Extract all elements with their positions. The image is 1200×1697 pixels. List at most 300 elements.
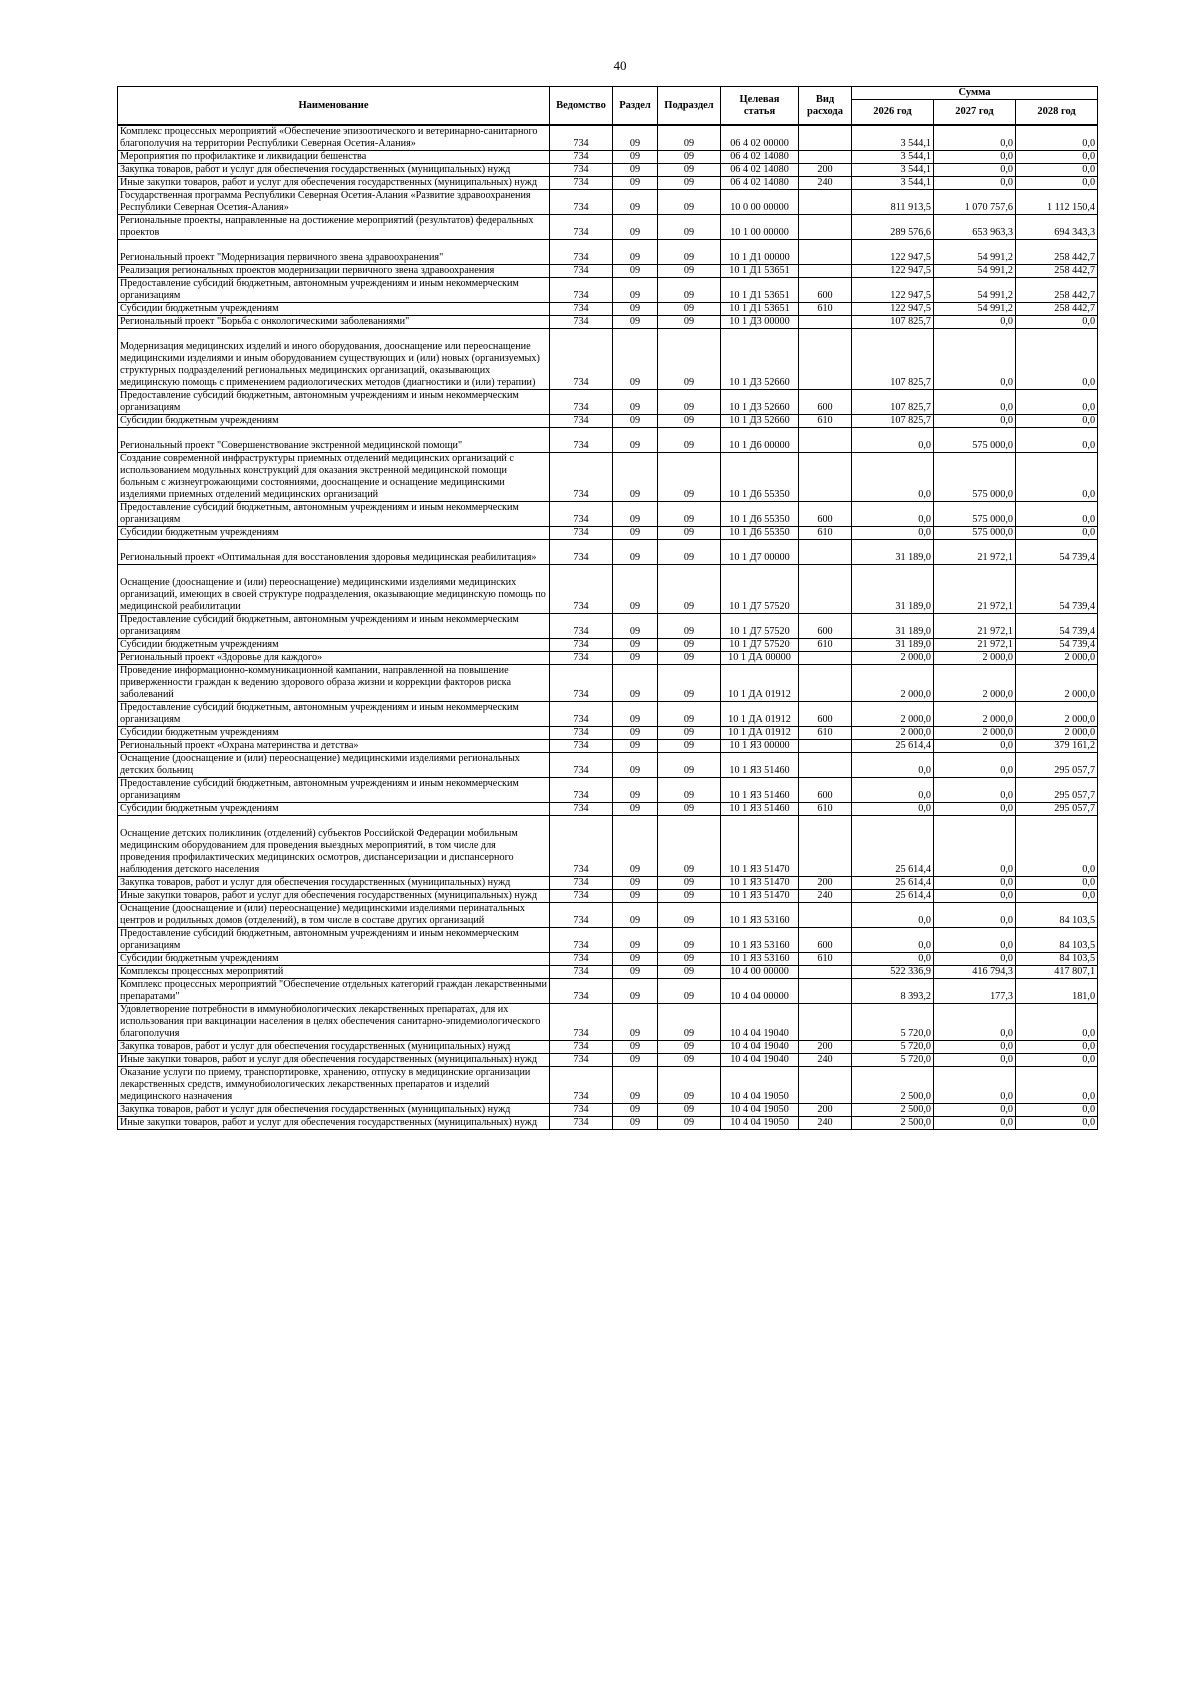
cell-podrazdel: 09 [658, 428, 721, 453]
cell-vedomstvo: 734 [550, 415, 613, 428]
cell-2026: 25 614,4 [852, 890, 934, 903]
cell-name: Предоставление субсидий бюджетным, автономным учреждениям и иным некоммерческим организациям [118, 278, 550, 303]
cell-podrazdel: 09 [658, 1004, 721, 1041]
cell-2026: 2 500,0 [852, 1117, 934, 1130]
cell-vid: 240 [799, 177, 852, 190]
cell-podrazdel: 09 [658, 778, 721, 803]
cell-celevaya: 10 1 Д7 57520 [721, 614, 799, 639]
cell-vid: 240 [799, 1054, 852, 1067]
cell-podrazdel: 09 [658, 966, 721, 979]
cell-razdel: 09 [613, 890, 658, 903]
cell-name: Субсидии бюджетным учреждениям [118, 639, 550, 652]
cell-2027: 0,0 [934, 928, 1016, 953]
cell-celevaya: 10 1 Д7 57520 [721, 639, 799, 652]
cell-2027: 54 991,2 [934, 303, 1016, 316]
table-row [118, 453, 1098, 502]
cell-2026: 0,0 [852, 428, 934, 453]
cell-razdel: 09 [613, 303, 658, 316]
cell-vid: 610 [799, 639, 852, 652]
cell-2027: 653 963,3 [934, 215, 1016, 240]
cell-2027: 0,0 [934, 329, 1016, 390]
cell-2028: 0,0 [1016, 816, 1098, 877]
cell-razdel: 09 [613, 1104, 658, 1117]
cell-name: Оснащение детских поликлиник (отделений) субъектов Российской Федерации мобильным медицинским оборудованием для проведения выездных мероприятий, в том числе для проведения профилактических медицинских осмотров, диспансеризации и диспансерного наблюдения детского населения [118, 816, 550, 877]
cell-name: Комплекс процессных мероприятий "Обеспечение отдельных категорий граждан лекарственными препаратами" [118, 979, 550, 1004]
cell-vedomstvo: 734 [550, 240, 613, 265]
cell-celevaya: 10 1 Я3 51460 [721, 753, 799, 778]
cell-razdel: 09 [613, 428, 658, 453]
page-number: 40 [613, 58, 627, 73]
cell-razdel: 09 [613, 803, 658, 816]
cell-podrazdel: 09 [658, 1041, 721, 1054]
cell-name: Комплекс процессных мероприятий «Обеспечение эпизоотического и ветеринарно-санитарного благополучия на территории Республики Северная Осетия-Алания» [118, 125, 550, 151]
cell-razdel: 09 [613, 164, 658, 177]
cell-podrazdel: 09 [658, 702, 721, 727]
cell-2027: 0,0 [934, 177, 1016, 190]
cell-celevaya: 06 4 02 14080 [721, 177, 799, 190]
cell-2027: 0,0 [934, 803, 1016, 816]
cell-razdel: 09 [613, 390, 658, 415]
cell-2026: 31 189,0 [852, 565, 934, 614]
cell-razdel: 09 [613, 877, 658, 890]
cell-celevaya: 10 1 Д3 52660 [721, 329, 799, 390]
cell-vedomstvo: 734 [550, 877, 613, 890]
cell-2027: 0,0 [934, 778, 1016, 803]
cell-celevaya: 10 1 ДА 01912 [721, 702, 799, 727]
table-row [118, 614, 1098, 639]
cell-podrazdel: 09 [658, 303, 721, 316]
cell-2026: 122 947,5 [852, 265, 934, 278]
cell-2028: 54 739,4 [1016, 565, 1098, 614]
cell-2026: 5 720,0 [852, 1041, 934, 1054]
cell-2028: 0,0 [1016, 390, 1098, 415]
cell-2027: 0,0 [934, 877, 1016, 890]
cell-vid: 610 [799, 803, 852, 816]
cell-name: Закупка товаров, работ и услуг для обеспечения государственных (муниципальных) нужд [118, 1104, 550, 1117]
table-row [118, 316, 1098, 329]
cell-name: Иные закупки товаров, работ и услуг для обеспечения государственных (муниципальных) нужд [118, 890, 550, 903]
cell-vedomstvo: 734 [550, 1104, 613, 1117]
cell-podrazdel: 09 [658, 240, 721, 265]
cell-2026: 0,0 [852, 778, 934, 803]
cell-razdel: 09 [613, 639, 658, 652]
cell-vid [799, 240, 852, 265]
cell-vedomstvo: 734 [550, 740, 613, 753]
cell-vid [799, 816, 852, 877]
cell-podrazdel: 09 [658, 415, 721, 428]
cell-2028: 0,0 [1016, 890, 1098, 903]
table-row [118, 778, 1098, 803]
cell-vid: 610 [799, 953, 852, 966]
cell-celevaya: 10 1 Д7 57520 [721, 565, 799, 614]
cell-2028: 0,0 [1016, 1117, 1098, 1130]
cell-vid [799, 665, 852, 702]
cell-name: Региональный проект «Оптимальная для восстановления здоровья медицинская реабилитация» [118, 540, 550, 565]
cell-vid [799, 966, 852, 979]
cell-celevaya: 10 1 Д3 52660 [721, 390, 799, 415]
cell-2028: 0,0 [1016, 877, 1098, 890]
cell-vedomstvo: 734 [550, 614, 613, 639]
cell-vedomstvo: 734 [550, 953, 613, 966]
cell-2026: 3 544,1 [852, 164, 934, 177]
cell-vedomstvo: 734 [550, 565, 613, 614]
cell-razdel: 09 [613, 565, 658, 614]
cell-celevaya: 10 4 04 19040 [721, 1041, 799, 1054]
cell-vedomstvo: 734 [550, 428, 613, 453]
cell-celevaya: 10 1 Я3 51460 [721, 778, 799, 803]
cell-razdel: 09 [613, 540, 658, 565]
cell-podrazdel: 09 [658, 928, 721, 953]
cell-vid: 200 [799, 164, 852, 177]
header-2026: 2026 год [852, 100, 934, 126]
cell-vid [799, 453, 852, 502]
cell-vedomstvo: 734 [550, 1054, 613, 1067]
cell-2027: 575 000,0 [934, 453, 1016, 502]
cell-name: Субсидии бюджетным учреждениям [118, 803, 550, 816]
cell-vedomstvo: 734 [550, 1117, 613, 1130]
cell-celevaya: 10 4 04 00000 [721, 979, 799, 1004]
cell-name: Удовлетворение потребности в иммунобиологических лекарственных препаратах, для их использования при вакцинации населения в целях обеспечения санитарно-эпидемиологического благополучия [118, 1004, 550, 1041]
cell-2027: 0,0 [934, 125, 1016, 151]
cell-vid: 600 [799, 390, 852, 415]
cell-name: Модернизация медицинских изделий и иного оборудования, дооснащение или переоснащение медицинскими изделиями и иным оборудованием существующих и (или) новых (организуемых) структурных подразделений региональных медицинских организаций, оказывающих медицинскую помощь с применением радиологических методов (диагностики и (или) терапии) [118, 329, 550, 390]
cell-razdel: 09 [613, 652, 658, 665]
cell-vid [799, 316, 852, 329]
cell-vid [799, 652, 852, 665]
cell-razdel: 09 [613, 1041, 658, 1054]
cell-vid: 200 [799, 1104, 852, 1117]
cell-2026: 25 614,4 [852, 877, 934, 890]
cell-2027: 575 000,0 [934, 428, 1016, 453]
cell-celevaya: 10 1 Д3 00000 [721, 316, 799, 329]
budget-table [117, 86, 1098, 1130]
cell-podrazdel: 09 [658, 316, 721, 329]
cell-2026: 0,0 [852, 453, 934, 502]
table-row [118, 303, 1098, 316]
cell-podrazdel: 09 [658, 803, 721, 816]
cell-vedomstvo: 734 [550, 702, 613, 727]
cell-2026: 107 825,7 [852, 415, 934, 428]
table-row [118, 979, 1098, 1004]
cell-name: Реализация региональных проектов модернизации первичного звена здравоохранения [118, 265, 550, 278]
cell-vedomstvo: 734 [550, 1004, 613, 1041]
cell-2027: 0,0 [934, 903, 1016, 928]
cell-razdel: 09 [613, 177, 658, 190]
cell-2028: 0,0 [1016, 164, 1098, 177]
cell-vid: 610 [799, 415, 852, 428]
cell-2027: 0,0 [934, 316, 1016, 329]
cell-celevaya: 10 1 Д1 53651 [721, 303, 799, 316]
cell-razdel: 09 [613, 265, 658, 278]
cell-name: Мероприятия по профилактике и ликвидации бешенства [118, 151, 550, 164]
cell-vid: 600 [799, 778, 852, 803]
cell-celevaya: 06 4 02 00000 [721, 125, 799, 151]
cell-2027: 21 972,1 [934, 540, 1016, 565]
cell-name: Субсидии бюджетным учреждениям [118, 415, 550, 428]
cell-2026: 522 336,9 [852, 966, 934, 979]
cell-celevaya: 10 1 Д1 53651 [721, 265, 799, 278]
cell-2028: 84 103,5 [1016, 903, 1098, 928]
table-row [118, 702, 1098, 727]
cell-2026: 8 393,2 [852, 979, 934, 1004]
cell-2026: 31 189,0 [852, 639, 934, 652]
cell-2026: 25 614,4 [852, 816, 934, 877]
cell-celevaya: 10 1 Д3 52660 [721, 415, 799, 428]
cell-podrazdel: 09 [658, 215, 721, 240]
cell-vid [799, 215, 852, 240]
cell-2028: 0,0 [1016, 177, 1098, 190]
cell-vedomstvo: 734 [550, 890, 613, 903]
cell-celevaya: 10 4 04 19050 [721, 1067, 799, 1104]
cell-podrazdel: 09 [658, 329, 721, 390]
cell-razdel: 09 [613, 415, 658, 428]
table-row [118, 215, 1098, 240]
cell-2026: 31 189,0 [852, 540, 934, 565]
cell-2026: 2 000,0 [852, 702, 934, 727]
cell-podrazdel: 09 [658, 502, 721, 527]
table-row [118, 953, 1098, 966]
cell-2028: 0,0 [1016, 502, 1098, 527]
cell-celevaya: 10 1 Д6 55350 [721, 502, 799, 527]
cell-2027: 2 000,0 [934, 727, 1016, 740]
cell-2028: 379 161,2 [1016, 740, 1098, 753]
cell-podrazdel: 09 [658, 816, 721, 877]
cell-name: Предоставление субсидий бюджетным, автономным учреждениям и иным некоммерческим организациям [118, 702, 550, 727]
cell-name: Региональные проекты, направленные на достижение мероприятий (результатов) федеральных проектов [118, 215, 550, 240]
cell-2026: 5 720,0 [852, 1004, 934, 1041]
header-2027: 2027 год [934, 100, 1016, 126]
cell-razdel: 09 [613, 753, 658, 778]
cell-2026: 122 947,5 [852, 303, 934, 316]
cell-name: Субсидии бюджетным учреждениям [118, 527, 550, 540]
table-row [118, 278, 1098, 303]
cell-2026: 811 913,5 [852, 190, 934, 215]
cell-celevaya: 10 4 04 19050 [721, 1104, 799, 1117]
table-row [118, 890, 1098, 903]
cell-vid [799, 428, 852, 453]
cell-podrazdel: 09 [658, 890, 721, 903]
cell-2027: 54 991,2 [934, 265, 1016, 278]
table-row [118, 740, 1098, 753]
cell-podrazdel: 09 [658, 665, 721, 702]
cell-2028: 0,0 [1016, 527, 1098, 540]
cell-name: Предоставление субсидий бюджетным, автономным учреждениям и иным некоммерческим организациям [118, 928, 550, 953]
cell-podrazdel: 09 [658, 164, 721, 177]
cell-2026: 2 000,0 [852, 727, 934, 740]
cell-vid [799, 329, 852, 390]
cell-2028: 295 057,7 [1016, 753, 1098, 778]
cell-vedomstvo: 734 [550, 190, 613, 215]
cell-vedomstvo: 734 [550, 316, 613, 329]
cell-2028: 54 739,4 [1016, 540, 1098, 565]
table-row [118, 177, 1098, 190]
cell-vid [799, 151, 852, 164]
cell-podrazdel: 09 [658, 177, 721, 190]
table-row [118, 151, 1098, 164]
cell-name: Оснащение (дооснащение и (или) переоснащение) медицинскими изделиями региональных детских больниц [118, 753, 550, 778]
cell-celevaya: 10 1 Д6 55350 [721, 453, 799, 502]
cell-2028: 54 739,4 [1016, 614, 1098, 639]
cell-2027: 2 000,0 [934, 665, 1016, 702]
table-row [118, 928, 1098, 953]
cell-razdel: 09 [613, 727, 658, 740]
cell-razdel: 09 [613, 953, 658, 966]
cell-vedomstvo: 734 [550, 125, 613, 151]
table-row [118, 190, 1098, 215]
cell-2028: 84 103,5 [1016, 928, 1098, 953]
cell-name: Предоставление субсидий бюджетным, автономным учреждениям и иным некоммерческим организациям [118, 778, 550, 803]
cell-2026: 107 825,7 [852, 390, 934, 415]
cell-2026: 0,0 [852, 903, 934, 928]
cell-celevaya: 10 1 Д6 55350 [721, 527, 799, 540]
cell-podrazdel: 09 [658, 877, 721, 890]
cell-razdel: 09 [613, 502, 658, 527]
cell-2026: 0,0 [852, 527, 934, 540]
cell-vid: 200 [799, 1041, 852, 1054]
table-body [118, 125, 1098, 1130]
cell-podrazdel: 09 [658, 727, 721, 740]
table-row [118, 877, 1098, 890]
cell-razdel: 09 [613, 125, 658, 151]
cell-name: Закупка товаров, работ и услуг для обеспечения государственных (муниципальных) нужд [118, 877, 550, 890]
cell-2026: 2 500,0 [852, 1104, 934, 1117]
cell-vedomstvo: 734 [550, 727, 613, 740]
cell-2027: 575 000,0 [934, 502, 1016, 527]
cell-name: Проведение информационно-коммуникационной кампании, направленной на повышение приверженности граждан к ведению здорового образа жизни и коррекции факторов риска заболеваний [118, 665, 550, 702]
cell-2028: 0,0 [1016, 428, 1098, 453]
cell-2027: 0,0 [934, 390, 1016, 415]
cell-2028: 295 057,7 [1016, 778, 1098, 803]
cell-celevaya: 10 1 00 00000 [721, 215, 799, 240]
cell-celevaya: 10 1 Я3 53160 [721, 903, 799, 928]
cell-2027: 2 000,0 [934, 702, 1016, 727]
cell-2028: 0,0 [1016, 1054, 1098, 1067]
cell-vedomstvo: 734 [550, 527, 613, 540]
table-row [118, 565, 1098, 614]
cell-celevaya: 10 4 04 19040 [721, 1054, 799, 1067]
cell-2026: 2 000,0 [852, 665, 934, 702]
cell-name: Региональный проект "Совершенствование экстренной медицинской помощи" [118, 428, 550, 453]
cell-celevaya: 10 4 04 19040 [721, 1004, 799, 1041]
cell-2028: 0,0 [1016, 329, 1098, 390]
cell-razdel: 09 [613, 966, 658, 979]
cell-celevaya: 10 4 04 19050 [721, 1117, 799, 1130]
cell-vid [799, 125, 852, 151]
cell-name: Региональный проект "Модернизация первичного звена здравоохранения" [118, 240, 550, 265]
cell-2026: 107 825,7 [852, 316, 934, 329]
cell-celevaya: 10 1 Я3 53160 [721, 953, 799, 966]
cell-vedomstvo: 734 [550, 778, 613, 803]
cell-2027: 0,0 [934, 1054, 1016, 1067]
cell-2027: 1 070 757,6 [934, 190, 1016, 215]
cell-vid [799, 265, 852, 278]
cell-celevaya: 10 1 ДА 01912 [721, 727, 799, 740]
cell-vedomstvo: 734 [550, 1067, 613, 1104]
cell-podrazdel: 09 [658, 979, 721, 1004]
cell-podrazdel: 09 [658, 527, 721, 540]
cell-name: Государственная программа Республики Северная Осетия-Алания «Развитие здравоохранения Республики Северная Осетия-Алания» [118, 190, 550, 215]
cell-podrazdel: 09 [658, 953, 721, 966]
cell-2027: 0,0 [934, 816, 1016, 877]
cell-2027: 0,0 [934, 1104, 1016, 1117]
cell-2028: 295 057,7 [1016, 803, 1098, 816]
cell-vedomstvo: 734 [550, 329, 613, 390]
cell-2027: 0,0 [934, 740, 1016, 753]
cell-2028: 0,0 [1016, 415, 1098, 428]
cell-2028: 258 442,7 [1016, 240, 1098, 265]
cell-2026: 0,0 [852, 928, 934, 953]
table-row [118, 665, 1098, 702]
cell-2027: 54 991,2 [934, 278, 1016, 303]
header-podrazdel: Подраздел [658, 87, 721, 126]
cell-2026: 5 720,0 [852, 1054, 934, 1067]
cell-2028: 2 000,0 [1016, 665, 1098, 702]
table-row [118, 415, 1098, 428]
cell-2026: 2 500,0 [852, 1067, 934, 1104]
cell-name: Предоставление субсидий бюджетным, автономным учреждениям и иным некоммерческим организациям [118, 502, 550, 527]
cell-2027: 54 991,2 [934, 240, 1016, 265]
cell-celevaya: 06 4 02 14080 [721, 164, 799, 177]
cell-podrazdel: 09 [658, 753, 721, 778]
cell-2028: 54 739,4 [1016, 639, 1098, 652]
cell-podrazdel: 09 [658, 540, 721, 565]
cell-razdel: 09 [613, 702, 658, 727]
cell-vedomstvo: 734 [550, 1041, 613, 1054]
cell-celevaya: 10 1 Я3 00000 [721, 740, 799, 753]
cell-razdel: 09 [613, 778, 658, 803]
cell-vid: 610 [799, 527, 852, 540]
cell-vedomstvo: 734 [550, 966, 613, 979]
header-vid: Вид расхода [799, 87, 852, 126]
cell-2028: 258 442,7 [1016, 303, 1098, 316]
cell-name: Предоставление субсидий бюджетным, автономным учреждениям и иным некоммерческим организациям [118, 614, 550, 639]
cell-vedomstvo: 734 [550, 215, 613, 240]
cell-podrazdel: 09 [658, 190, 721, 215]
cell-vid: 610 [799, 303, 852, 316]
cell-2027: 0,0 [934, 151, 1016, 164]
cell-vedomstvo: 734 [550, 390, 613, 415]
cell-vedomstvo: 734 [550, 903, 613, 928]
cell-celevaya: 10 1 Я3 51460 [721, 803, 799, 816]
cell-vid: 600 [799, 502, 852, 527]
table-row [118, 540, 1098, 565]
cell-2026: 31 189,0 [852, 614, 934, 639]
table-row [118, 329, 1098, 390]
cell-vid [799, 740, 852, 753]
cell-2028: 0,0 [1016, 151, 1098, 164]
cell-vid: 240 [799, 890, 852, 903]
cell-vedomstvo: 734 [550, 803, 613, 816]
cell-2028: 0,0 [1016, 453, 1098, 502]
cell-razdel: 09 [613, 215, 658, 240]
cell-2026: 122 947,5 [852, 278, 934, 303]
cell-podrazdel: 09 [658, 614, 721, 639]
table-header [118, 87, 1098, 126]
cell-vedomstvo: 734 [550, 753, 613, 778]
table-row [118, 1004, 1098, 1041]
cell-vid: 600 [799, 928, 852, 953]
cell-podrazdel: 09 [658, 390, 721, 415]
cell-2027: 21 972,1 [934, 639, 1016, 652]
cell-2028: 0,0 [1016, 1041, 1098, 1054]
cell-vid: 600 [799, 614, 852, 639]
cell-name: Создание современной инфраструктуры приемных отделений медицинских организаций с использованием модульных конструкций для оказания экстренной медицинской помощи больным с жизнеугрожающими состояниями, дооснащение и оснащение медицинскими изделиями приемных отделений медицинских организаций [118, 453, 550, 502]
cell-2027: 0,0 [934, 1067, 1016, 1104]
cell-razdel: 09 [613, 240, 658, 265]
table-row [118, 1054, 1098, 1067]
cell-vid [799, 190, 852, 215]
cell-name: Субсидии бюджетным учреждениям [118, 953, 550, 966]
